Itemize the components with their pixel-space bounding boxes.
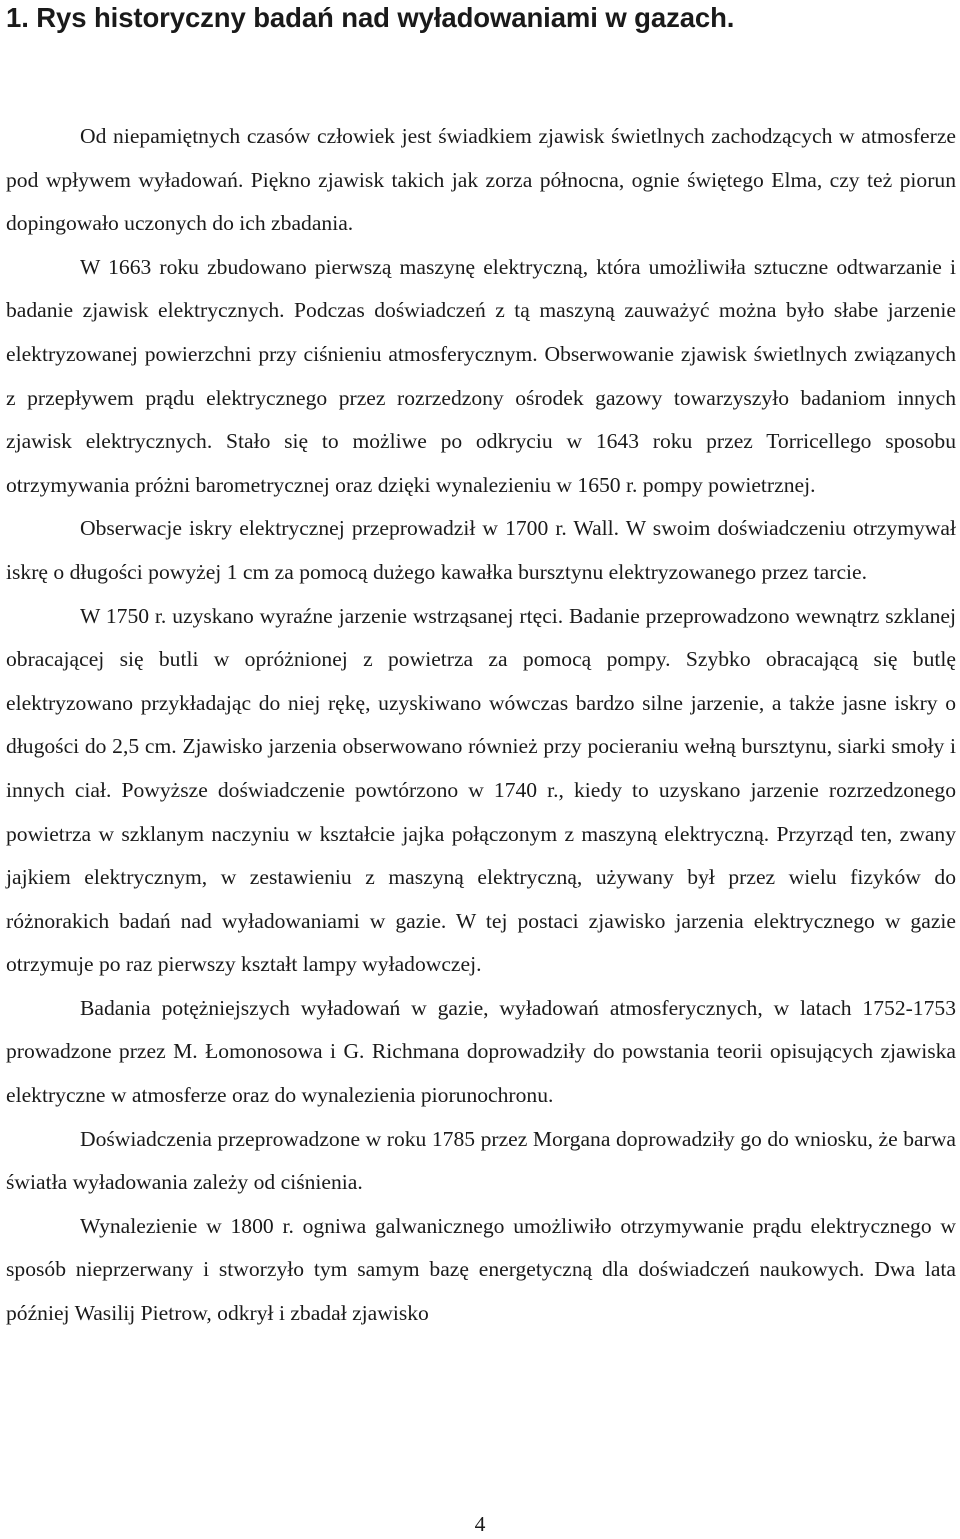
section-heading: 1. Rys historyczny badań nad wyładowaniami w gazach. [6, 2, 735, 33]
paragraph-1663: W 1663 roku zbudowano pierwszą maszynę elektryczną, która umożliwiła sztuczne odtwarzanie i badanie zjawisk elektrycznych. Podczas doświadczeń z tą maszyną zauważyć można było słabe jarzenie elektryzowanej powierzchni przy ciśnieniu atmosferycznym. Obserwowanie zjawisk świetlnych związanych z przepływem prądu elektrycznego przez rozrzedzony ośrodek gazowy towarzyszyło badaniom innych zjawisk elektrycznych. Stało się to możliwe po odkryciu w 1643 roku przez Torricellego sposobu otrzymywania próżni barometrycznej oraz dzięki wynalezieniu w 1650 r. pompy powietrznej. [6, 254, 956, 497]
paragraph-galvanic: Wynalezienie w 1800 r. ogniwa galwanicznego umożliwiło otrzymywanie prądu elektrycznego w sposób nieprzerwany i stworzyło tym samym bazę energetyczną dla doświadczeń naukowych. Dwa lata później Wasilij Pietrow, odkrył i zbadał zjawisko [6, 1213, 956, 1326]
paragraph-wall: Obserwacje iskry elektrycznej przeprowadził w 1700 r. Wall. W swoim doświadczeniu otrzymywał iskrę o długości powyżej 1 cm za pomocą dużego kawałka bursztynu elektryzowanego przez tarcie. [6, 516, 956, 584]
paragraph-intro: Od niepamiętnych czasów człowiek jest świadkiem zjawisk świetlnych zachodzących w atmosferze pod wpływem wyładowań. Piękno zjawisk takich jak zorza północna, ognie świętego Elma, czy też piorun dopingowało uczonych do ich zbadania. [6, 124, 956, 236]
page-number: 4 [474, 1512, 486, 1536]
body-text [6, 115, 956, 1336]
paragraph-1750: W 1750 r. uzyskano wyraźne jarzenie wstrząsanej rtęci. Badanie przeprowadzono wewnątrz szklanej obracającej się butli w opróżnionej z powietrza za pomocą pompy. Szybko obracającą się butlę elektryzowano przykładając do niej rękę, uzyskiwano wówczas bardzo silne jarzenie, a także jasne iskry o długości do 2,5 cm. Zjawisko jarzenia obserwowano również przy pocieraniu wełną bursztynu, siarki smoły i innych ciał. Powyższe doświadczenie powtórzono w 1740 r., kiedy to uzyskano jarzenie rozrzedzonego powietrza w szklanym naczyniu w kształcie jajka połączonym z maszyną elektryczną. Przyrząd ten, zwany jajkiem elektrycznym, w zestawieniu z maszyną elektryczną, używany był przez wielu fizyków do różnorakich badań nad wyładowaniami w gazie. W tej postaci zjawisko jarzenia elektrycznego w gazie otrzymuje po raz pierwszy kształt lampy wyładowczej. [6, 603, 956, 977]
paragraph-morgan: Doświadczenia przeprowadzone w roku 1785 przez Morgana doprowadziły go do wniosku, że barwa światła wyładowania zależy od ciśnienia. [6, 1126, 956, 1195]
paragraph-lomonosov: Badania potężniejszych wyładowań w gazie, wyładowań atmosferycznych, w latach 1752-1753 prowadzone przez M. Łomonosowa i G. Richmana doprowadziły do powstania teorii opisujących zjawiska elektryczne w atmosferze oraz do wynalezienia piorunochronu. [6, 995, 956, 1108]
